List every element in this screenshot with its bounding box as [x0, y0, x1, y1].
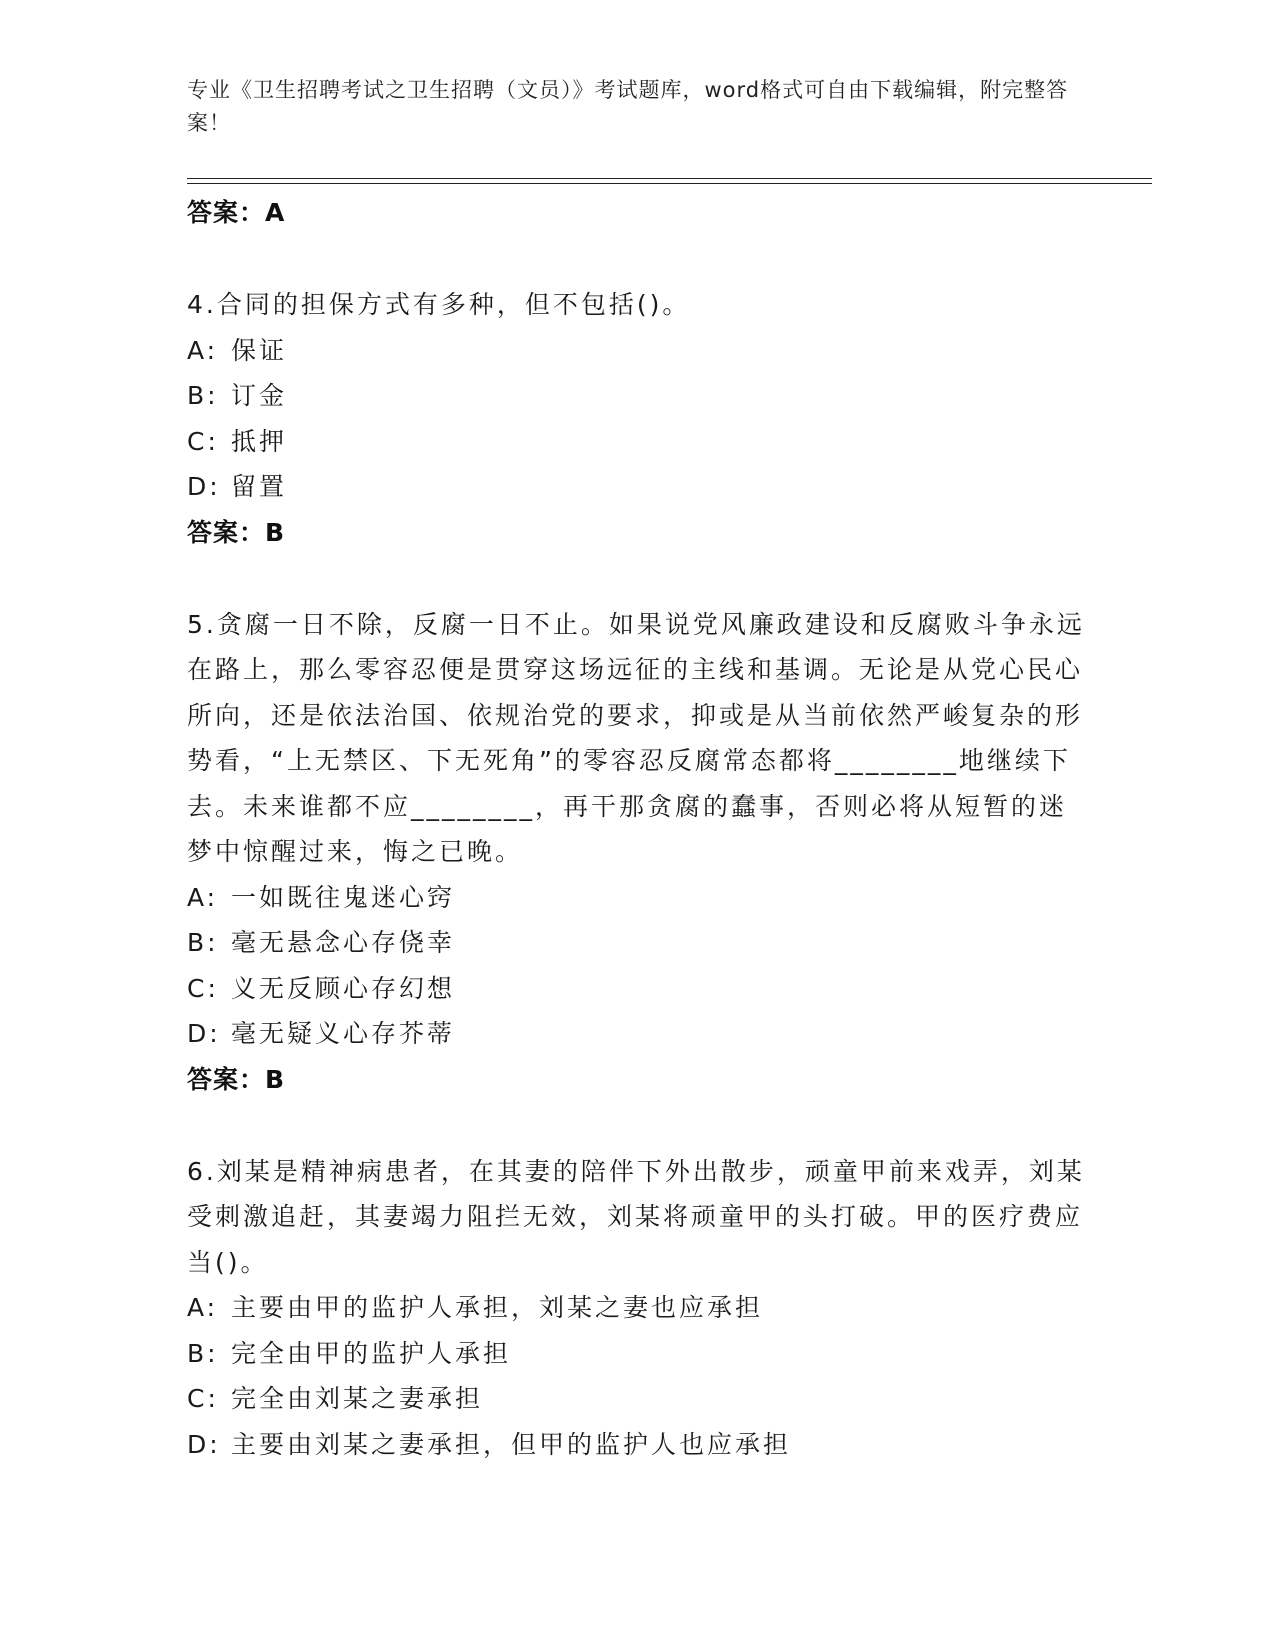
question-text: 5.贪腐一日不除，反腐一日不止。如果说党风廉政建设和反腐败斗争永远在路上，那么零容忍便是贯穿这场远征的主线和基调。无论是从党心民心所向，还是依法治国、依规治党的要求，抑或是从当前依然严峻复杂的形势看，“上无禁区、下无死角”的零容忍反腐常态都将________地继续下去。未来谁都不应________，再干那贪腐的蠢事，否则必将从短暂的迷梦中惊醒过来，悔之已晚。	[187, 609, 1085, 866]
option-letter: A:	[187, 335, 219, 365]
option-d	[187, 1422, 1087, 1468]
question-text: 6.刘某是精神病患者，在其妻的陪伴下外出散步，顽童甲前来戏弄，刘某受刺激追赶，其妻竭力阻拦无效，刘某将顽童甲的头打破。甲的医疗费应当()。	[187, 1156, 1085, 1277]
option-d	[187, 1011, 1087, 1057]
option-d	[187, 464, 1087, 510]
option-letter: D:	[187, 472, 221, 501]
option-a	[187, 875, 1087, 921]
option-c	[187, 419, 1087, 465]
answer-line: 答案：A	[187, 198, 286, 227]
option-letter: B:	[187, 381, 219, 410]
option-text: 完全由甲的监护人承担	[231, 1338, 512, 1368]
answer-line: 答案：B	[187, 517, 286, 547]
question-6	[187, 1149, 1087, 1468]
option-a	[187, 328, 1087, 374]
option-letter: A:	[187, 882, 219, 912]
option-b	[187, 1331, 1087, 1377]
option-text: 留置	[231, 472, 288, 501]
option-text: 保证	[231, 335, 288, 365]
document-header: 专业《卫生招聘考试之卫生招聘（文员）》考试题库，word格式可自由下载编辑，附完整答案！	[187, 78, 1069, 135]
header-rule-bottom	[187, 183, 1152, 184]
document-body	[187, 190, 1087, 1467]
option-letter: C:	[187, 426, 219, 456]
option-text: 完全由刘某之妻承担	[231, 1384, 484, 1413]
option-b	[187, 373, 1087, 419]
option-text: 毫无疑义心存芥蒂	[231, 1019, 456, 1048]
option-text: 毫无悬念心存侥幸	[231, 928, 456, 957]
option-text: 一如既往鬼迷心窍	[231, 882, 456, 912]
question-4	[187, 282, 1087, 556]
option-letter: B:	[187, 928, 219, 957]
option-text: 义无反顾心存幻想	[231, 973, 456, 1003]
option-letter: A:	[187, 1293, 219, 1322]
option-letter: D:	[187, 1429, 221, 1459]
header-rule-top	[187, 178, 1152, 179]
option-text: 主要由甲的监护人承担，刘某之妻也应承担	[231, 1293, 764, 1322]
question-5	[187, 602, 1087, 1103]
option-c	[187, 1376, 1087, 1422]
option-b	[187, 920, 1087, 966]
option-letter: D:	[187, 1019, 221, 1048]
option-letter: B:	[187, 1338, 219, 1368]
answer-line: 答案：B	[187, 1064, 286, 1094]
option-text: 订金	[231, 381, 288, 410]
option-a	[187, 1285, 1087, 1331]
option-c	[187, 966, 1087, 1012]
option-letter: C:	[187, 973, 219, 1003]
option-text: 抵押	[231, 426, 288, 456]
option-text: 主要由刘某之妻承担，但甲的监护人也应承担	[231, 1429, 792, 1459]
question-text: 4.合同的担保方式有多种，但不包括()。	[187, 290, 691, 319]
option-letter: C:	[187, 1384, 219, 1413]
